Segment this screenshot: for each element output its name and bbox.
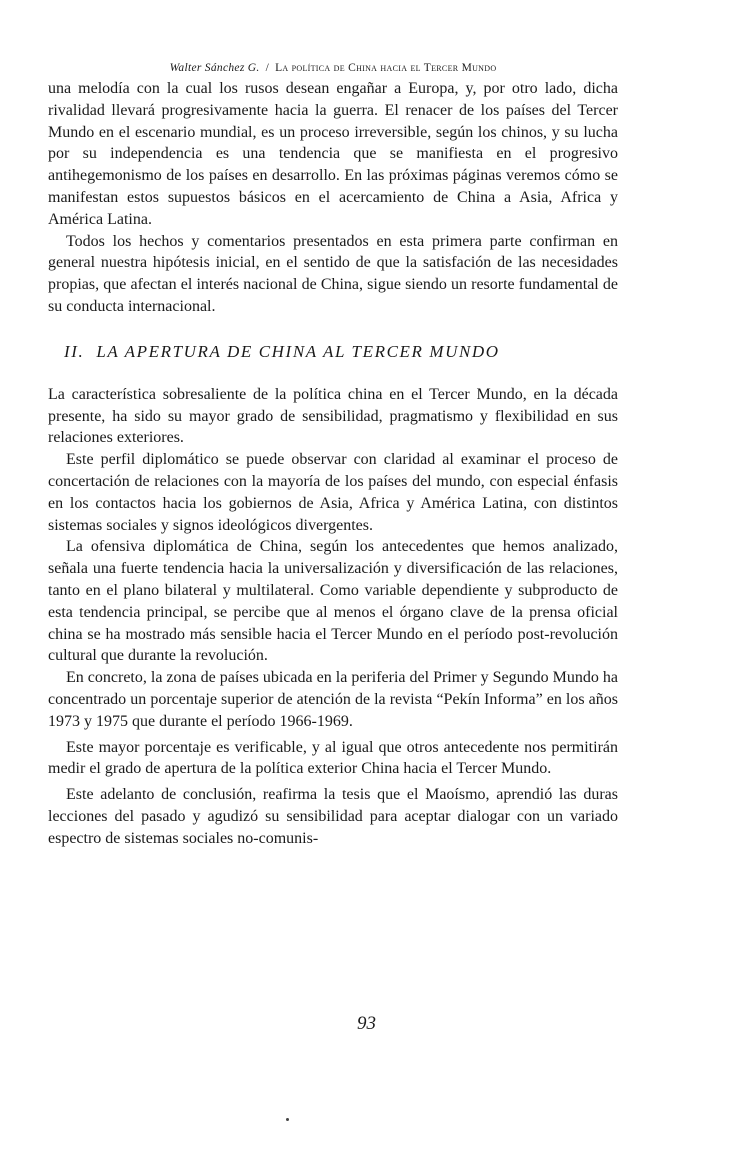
running-head (48, 62, 618, 74)
section-number: II. (64, 341, 85, 361)
paragraph: La ofensiva diplomática de China, según los antecedentes que hemos analizado, señala una fuerte tendencia hacia la universalización y diversificación de las relaciones, tanto en el plano bilateral y multilateral. Como variable dependiente y subproducto de esta tendencia principal, se percibe que al menos el órgano clave de la prensa oficial china se ha mostrado más sensible hacia el Tercer Mundo en el período post-revolución cultural que durante la revolución. (48, 538, 618, 665)
paragraph: La característica sobresaliente de la política china en el Tercer Mundo, en la década presente, ha sido su mayor grado de sensibilidad, pragmatismo y flexibilidad en sus relaciones exteriores. (48, 385, 618, 447)
paragraph: Todos los hechos y comentarios presentados en esta primera parte confirman en general nuestra hipótesis inicial, en el sentido de que la satisfación de las necesidades propias, que afectan el interés nacional de China, sigue siendo un resorte fundamental de su conducta internacional. (48, 232, 618, 315)
section-heading (64, 342, 618, 362)
paragraph: una melodía con la cual los rusos desean engañar a Europa, y, por otro lado, dicha rivalidad llevará progresivamente hacia la guerra. El renacer de los países del Tercer Mundo en el escenario mundial, es un proceso irreversible, según los chinos, y su lucha por su independencia es una tendencia que se manifiesta en el progresivo antihegemonismo de los países en desarrollo. En las próximas páginas veremos cómo se manifestan estos supuestos básicos en el acercamiento de China a Asia, Africa y América Latina. (48, 80, 618, 228)
paragraph: Este adelanto de conclusión, reafirma la tesis que el Maoísmo, aprendió las duras lecciones del pasado y agudizó su sensibilidad para aceptar dialogar con un variado espectro de sistemas sociales no-comunis- (48, 786, 618, 847)
running-head-author: Walter Sánchez G. (169, 62, 260, 74)
running-head-separator: / (265, 62, 270, 74)
ink-speck (286, 1118, 289, 1121)
page-number: 93 (357, 1013, 376, 1034)
running-head-title: La política de China hacia el Tercer Mundo (275, 62, 497, 74)
paragraph: Este perfil diplomático se puede observar con claridad al examinar el proceso de concertación de relaciones con la mayoría de los países del mundo, con especial énfasis en los contactos hacia los gobiernos de Asia, Africa y América Latina, con distintos sistemas sociales y signos ideológicos divergentes. (48, 451, 618, 534)
page-content (48, 62, 618, 850)
paragraph: En concreto, la zona de países ubicada en la periferia del Primer y Segundo Mundo ha concentrado un porcentaje superior de atención de la revista “Pekín Informa” en los años 1973 y 1975 que durante el período 1966-1969. (48, 669, 618, 730)
paragraph: Este mayor porcentaje es verificable, y al igual que otros antecedente nos permitirán medir el grado de apertura de la política exterior China hacia el Tercer Mundo. (48, 738, 618, 778)
section-title: LA APERTURA DE CHINA AL TERCER MUNDO (96, 341, 500, 361)
